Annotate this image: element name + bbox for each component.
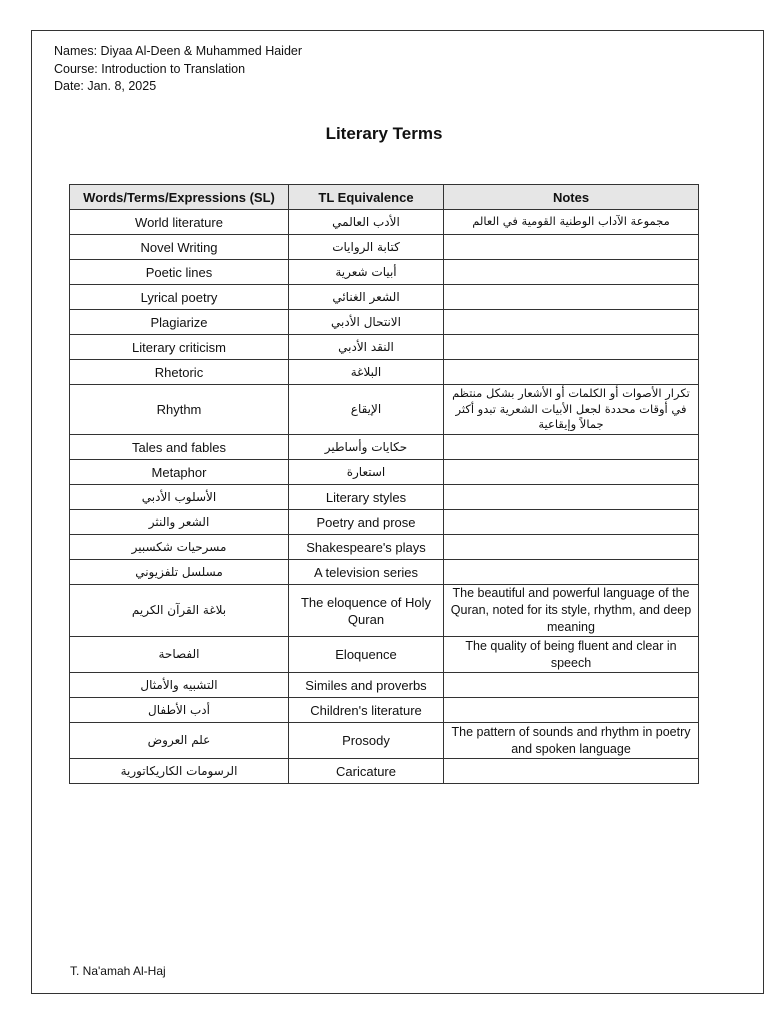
notes-cell [444,560,699,585]
column-header-tl: TL Equivalence [289,185,444,210]
table-row [70,485,699,510]
tl-cell: Prosody [289,723,444,759]
notes-cell [444,285,699,310]
notes-cell [444,310,699,335]
table-row [70,535,699,560]
notes-cell: The pattern of sounds and rhythm in poetry and spoken language [444,723,699,759]
notes-cell [444,535,699,560]
tl-cell: الشعر الغنائي [289,285,444,310]
tl-cell: الانتحال الأدبي [289,310,444,335]
table-row [70,759,699,784]
notes-cell [444,460,699,485]
column-header-sl: Words/Terms/Expressions (SL) [70,185,289,210]
tl-cell: Similes and proverbs [289,673,444,698]
sl-cell: Rhetoric [70,360,289,385]
table-row [70,360,699,385]
page-title: Literary Terms [325,124,443,143]
notes-cell [444,235,699,260]
notes-cell [444,360,699,385]
notes-cell [444,510,699,535]
notes-cell [444,759,699,784]
table-row [70,673,699,698]
date-line: Date: Jan. 8, 2025 [54,79,157,93]
table-row [70,210,699,235]
document-header [54,43,302,96]
tl-cell: كتابة الروايات [289,235,444,260]
sl-cell: بلاغة القرآن الكريم [70,585,289,637]
table-row [70,385,699,435]
sl-cell: الرسومات الكاريكاتورية [70,759,289,784]
table-row [70,698,699,723]
sl-cell: Rhythm [70,385,289,435]
sl-cell: الأسلوب الأدبي [70,485,289,510]
table-row [70,560,699,585]
sl-cell: مسرحيات شكسبير [70,535,289,560]
sl-cell: Poetic lines [70,260,289,285]
table-row [70,460,699,485]
tl-cell: الإيقاع [289,385,444,435]
sl-cell: World literature [70,210,289,235]
tl-cell: البلاغة [289,360,444,385]
table-header-row [70,185,699,210]
table-row [70,435,699,460]
table-row [70,335,699,360]
notes-cell [444,260,699,285]
notes-cell [444,673,699,698]
course-line: Course: Introduction to Translation [54,61,246,76]
column-header-notes: Notes [444,185,699,210]
tl-cell: Caricature [289,759,444,784]
table-row [70,510,699,535]
sl-cell: Lyrical poetry [70,285,289,310]
table-row [70,637,699,673]
sl-cell: مسلسل تلفزيوني [70,560,289,585]
tl-cell: A television series [289,560,444,585]
notes-cell: The beautiful and powerful language of the Quran, noted for its style, rhythm, and deep meaning [444,585,699,637]
tl-cell: النقد الأدبي [289,335,444,360]
tl-cell: Literary styles [289,485,444,510]
footer-instructor: T. Na'amah Al-Haj [70,964,166,978]
notes-cell: مجموعة الآداب الوطنية القومية في العالم [444,210,699,235]
notes-cell: تكرار الأصوات أو الكلمات أو الأشعار بشكل منتظم في أوقات محددة لجعل الأبيات الشعرية تبدو أكثر جمالاً وإيقاعية [444,385,699,435]
sl-cell: Metaphor [70,460,289,485]
table-row [70,723,699,759]
sl-cell: Literary criticism [70,335,289,360]
names-line: Names: Diyaa Al-Deen & Muhammed Haider [54,44,303,58]
sl-cell: Tales and fables [70,435,289,460]
notes-cell [444,485,699,510]
table-row [70,260,699,285]
tl-cell: The eloquence of Holy Quran [289,585,444,637]
notes-cell [444,698,699,723]
table-row [70,585,699,637]
notes-cell [444,335,699,360]
sl-cell: التشبيه والأمثال [70,673,289,698]
tl-cell: Eloquence [289,637,444,673]
tl-cell: أبيات شعرية [289,260,444,285]
notes-cell [444,435,699,460]
tl-cell: استعارة [289,460,444,485]
tl-cell: Shakespeare's plays [289,535,444,560]
sl-cell: Plagiarize [70,310,289,335]
terms-table [69,184,699,784]
notes-cell: The quality of being fluent and clear in speech [444,637,699,673]
table-row [70,285,699,310]
table-row [70,310,699,335]
sl-cell: علم العروض [70,723,289,759]
sl-cell: الفصاحة [70,637,289,673]
sl-cell: الشعر والنثر [70,510,289,535]
table-row [70,235,699,260]
tl-cell: Children's literature [289,698,444,723]
tl-cell: الأدب العالمي [289,210,444,235]
tl-cell: Poetry and prose [289,510,444,535]
tl-cell: حكايات وأساطير [289,435,444,460]
sl-cell: أدب الأطفال [70,698,289,723]
sl-cell: Novel Writing [70,235,289,260]
